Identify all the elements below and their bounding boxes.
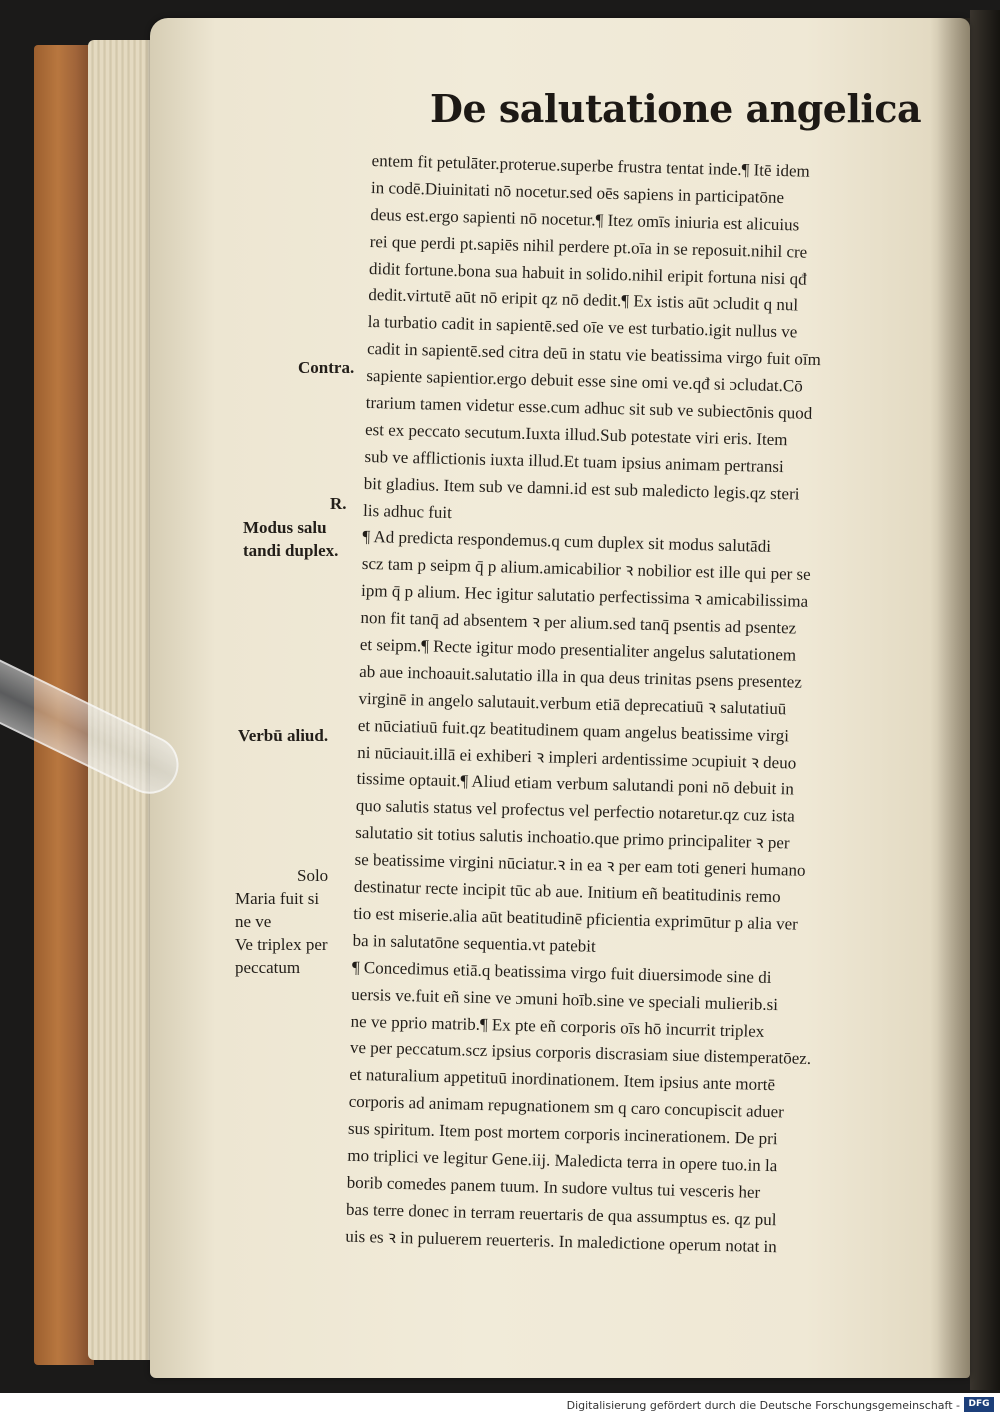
margin-note-solo-line: ne ve (235, 912, 272, 931)
text-line: bas terre donec in terram reuertaris de qua assumptus es. qz pul (345, 1199, 777, 1229)
margin-note-contra: Contra. (298, 358, 355, 377)
text-line: sub ve afflictionis iuxta illud.Et tuam ipsius animam pertransi (364, 446, 784, 476)
text-line: ba in salutatōne sequentia.vt patebit (352, 930, 596, 956)
text-line: et nūciatiuū fuit.qz beatitudinem quam angelus beatissime virgi (357, 715, 790, 746)
text-line: sus spiritum. Item post mortem corporis incinerationem. De pri (347, 1118, 778, 1149)
body-text (345, 148, 962, 1265)
text-line: ¶ Concedimus etiā.q beatissima virgo fuit diuersimode sine di (351, 957, 772, 987)
text-line: rei que perdi pt.sapiēs nihil perdere pt.oīa in se reposuit.nihil cre (369, 231, 808, 262)
margin-note-solo-line: peccatum (235, 958, 301, 977)
text-line: uis es ꝛ in puluerem reuerteris. In maledictione operum notat in (345, 1226, 778, 1256)
text-line: destinatur recte incipit tūc ab aue. Initium eñ beatitudinis remo (353, 876, 781, 907)
text-line: didit fortune.bona sua habuit in solido.nihil eripit fortuna nisi qđ (368, 258, 807, 289)
footer-bar (0, 1393, 1000, 1418)
text-line: trarium tamen videtur esse.cum adhuc sit sub ve subiectōnis quod (365, 392, 813, 423)
text-line: virginē in angelo salutauit.verbum etiā deprecatiuū ꝛ salutatiuū (358, 688, 787, 719)
text-line: quo salutis status vel profectus vel perfectio notaretur.qz cuz ista (355, 796, 796, 826)
text-line: scz tam p seipm q̄ p alium.amicabilior ꝛ nobilior est ille qui per se (361, 554, 811, 585)
text-line: ab aue inchoauit.salutatio illa in qua deus trinitas psens presentez (358, 661, 803, 692)
text-line: ¶ Ad predicta respondemus.q cum duplex sit modus salutādi (362, 527, 772, 557)
text-line: ve per peccatum.scz ipsius corporis discrasiam siue distemperatōez. (349, 1038, 812, 1069)
text-line: borib comedes panem tuum. In sudore vultus tui vesceris her (346, 1172, 761, 1202)
margin-note-modus-line: Modus salu (243, 518, 327, 537)
text-line: et naturalium appetituū inordinationem. Item ipsius ante mortē (349, 1065, 776, 1095)
text-line: et seipm.¶ Recte igitur modo presentialiter angelus salutationem (359, 634, 797, 665)
text-line: mo triplici ve legitur Gene.iij. Maledicta terra in opere tuo.in la (347, 1145, 778, 1176)
text-line: la turbatio cadit in sapientē.sed oīe ve est turbatio.igit nullus ve (367, 312, 798, 342)
margin-note-solo-line: Ve triplex per (235, 935, 328, 954)
funding-notice: Digitalisierung gefördert durch die Deutsche Forschungsgemeinschaft - (566, 1399, 960, 1412)
text-line: sapiente sapientior.ergo debuit esse sine omi ve.qđ si ɔcludat.Cō (366, 366, 803, 396)
book-spine (970, 10, 1000, 1390)
margin-note-solo-line: Solo (297, 866, 329, 885)
text-line: bit gladius. Item sub ve damni.id est sub maledicto legis.qz steri (363, 473, 800, 504)
text-line: uersis ve.fuit eñ sine ve ɔmuni hoīb.sine ve speciali mulierib.si (351, 984, 779, 1014)
margin-note-solo (235, 864, 328, 979)
text-line: salutatio sit totius salutis inchoatio.que primo principaliter ꝛ per (355, 823, 790, 853)
text-line: cadit in sapientē.sed citra deū in statu vie beatissima virgo fuit oīm (366, 339, 822, 370)
margin-note-modus (243, 516, 338, 562)
text-line: ne ve pprio matrib.¶ Ex pte eñ corporis oīs hō incurrit triplex (350, 1011, 765, 1041)
text-line: in codē.Diuinitati nō nocetur.sed oēs sapiens in participatōne (370, 177, 785, 207)
margin-note-r: R. (330, 494, 347, 513)
text-line: se beatissime virgini nūciatur.ꝛ in ea ꝛ per eam toti generi humano (354, 849, 806, 880)
text-line: corporis ad animam repugnationem sm q caro concupiscit aduer (348, 1091, 785, 1122)
text-line: dedit.virtutē aūt nō eripit qz nō dedit.¶ Ex istis aūt ɔcludit q nul (368, 285, 799, 315)
text-line: tio est miserie.alia aūt beatitudinē pficientia exprimūtur p alia ver (353, 903, 799, 934)
text-line: est ex peccato secutum.Iuxta illud.Sub potestate viri eris. Item (364, 419, 788, 450)
margin-note-modus-line: tandi duplex. (243, 541, 339, 560)
text-line: ni nūciauit.illā ei exhiberi ꝛ impleri ardentissime ɔcupiuit ꝛ deuo (357, 742, 797, 773)
margin-note-solo-line: Maria fuit si (235, 889, 320, 908)
text-line: ipm q̄ p alium. Hec igitur salutatio perfectissima ꝛ amicabilissima (360, 581, 809, 612)
text-line: lis adhuc fuit (362, 500, 453, 522)
dfg-logo: DFG (964, 1397, 994, 1412)
text-line: deus est.ergo sapienti nō nocetur.¶ Itez omīs iniuria est alicuius (370, 204, 800, 235)
margin-note-verbum: Verbū aliud. (238, 726, 329, 745)
text-line: tissime optauit.¶ Aliud etiam verbum salutandi poni nō debuit in (356, 769, 795, 799)
text-line: entem fit petulāter.proterue.superbe frustra tentat inde.¶ Itē idem (371, 150, 810, 181)
page-heading: De salutatione angelica (430, 86, 922, 131)
text-line: non fit tanq̄ ad absentem ꝛ per alium.sed tanq̄ psentis ad psentez (360, 608, 797, 638)
